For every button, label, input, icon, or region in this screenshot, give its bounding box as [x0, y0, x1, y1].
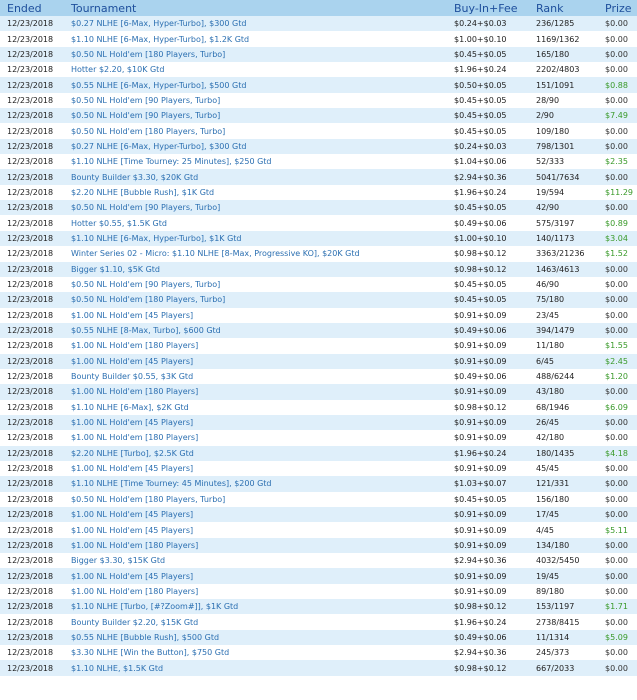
- cell-buyin: $0.98+$0.12: [447, 660, 529, 675]
- cell-rank: 6/45: [529, 354, 598, 369]
- cell-tournament-link[interactable]: $2.20 NLHE [Bubble Rush], $1K Gtd: [64, 185, 447, 200]
- table-row: [0, 231, 637, 246]
- cell-buyin: $0.91+$0.09: [447, 568, 529, 583]
- cell-rank: 236/1285: [529, 16, 598, 31]
- cell-buyin: $2.94+$0.36: [447, 553, 529, 568]
- cell-buyin: $2.94+$0.36: [447, 169, 529, 184]
- table-row: [0, 31, 637, 46]
- cell-buyin: $1.96+$0.24: [447, 62, 529, 77]
- cell-rank: 151/1091: [529, 77, 598, 92]
- cell-tournament-link[interactable]: $1.00 NL Hold'em [180 Players]: [64, 430, 447, 445]
- cell-tournament-link[interactable]: $1.10 NLHE [6-Max], $2K Gtd: [64, 400, 447, 415]
- cell-prize: $0.00: [598, 538, 637, 553]
- cell-tournament-link[interactable]: $0.50 NL Hold'em [90 Players, Turbo]: [64, 108, 447, 123]
- cell-buyin: $0.91+$0.09: [447, 507, 529, 522]
- cell-rank: 1169/1362: [529, 31, 598, 46]
- table-body: [0, 16, 637, 676]
- cell-tournament-link[interactable]: $1.00 NL Hold'em [180 Players]: [64, 584, 447, 599]
- table-row: [0, 200, 637, 215]
- cell-ended: 12/23/2018: [0, 185, 64, 200]
- table-row: [0, 354, 637, 369]
- cell-tournament-link[interactable]: $0.55 NLHE [8-Max, Turbo], $600 Gtd: [64, 323, 447, 338]
- cell-rank: 23/45: [529, 308, 598, 323]
- cell-prize: $0.00: [598, 384, 637, 399]
- cell-tournament-link[interactable]: $0.55 NLHE [Bubble Rush], $500 Gtd: [64, 630, 447, 645]
- cell-prize: $0.00: [598, 123, 637, 138]
- cell-buyin: $0.50+$0.05: [447, 77, 529, 92]
- table-row: [0, 660, 637, 675]
- cell-buyin: $0.45+$0.05: [447, 93, 529, 108]
- cell-ended: 12/23/2018: [0, 62, 64, 77]
- cell-ended: 12/23/2018: [0, 400, 64, 415]
- cell-buyin: $0.45+$0.05: [447, 492, 529, 507]
- table-row: [0, 62, 637, 77]
- table-row: [0, 369, 637, 384]
- cell-ended: 12/23/2018: [0, 139, 64, 154]
- cell-prize: $6.09: [598, 400, 637, 415]
- cell-tournament-link[interactable]: $0.50 NL Hold'em [90 Players, Turbo]: [64, 200, 447, 215]
- cell-ended: 12/23/2018: [0, 262, 64, 277]
- cell-buyin: $0.24+$0.03: [447, 139, 529, 154]
- cell-prize: $0.00: [598, 568, 637, 583]
- cell-tournament-link[interactable]: $1.00 NL Hold'em [45 Players]: [64, 415, 447, 430]
- cell-buyin: $0.91+$0.09: [447, 338, 529, 353]
- cell-tournament-link[interactable]: $0.50 NL Hold'em [90 Players, Turbo]: [64, 93, 447, 108]
- table-row: [0, 292, 637, 307]
- cell-rank: 2738/8415: [529, 614, 598, 629]
- cell-ended: 12/23/2018: [0, 308, 64, 323]
- cell-prize: $5.11: [598, 522, 637, 537]
- table-row: [0, 492, 637, 507]
- cell-buyin: $1.96+$0.24: [447, 614, 529, 629]
- cell-rank: 19/45: [529, 568, 598, 583]
- cell-ended: 12/23/2018: [0, 354, 64, 369]
- cell-tournament-link[interactable]: Winter Series 02 - Micro: $1.10 NLHE [8-Max, Progressive KO], $20K Gtd: [64, 246, 447, 261]
- cell-tournament-link[interactable]: $1.10 NLHE [Time Tourney: 45 Minutes], $200 Gtd: [64, 476, 447, 491]
- cell-prize: $1.20: [598, 369, 637, 384]
- cell-prize: $0.00: [598, 645, 637, 660]
- table-header-row: [0, 0, 637, 16]
- cell-buyin: $1.96+$0.24: [447, 446, 529, 461]
- cell-prize: $0.00: [598, 430, 637, 445]
- cell-buyin: $0.49+$0.06: [447, 215, 529, 230]
- cell-ended: 12/23/2018: [0, 169, 64, 184]
- cell-rank: 5041/7634: [529, 169, 598, 184]
- table-row: [0, 123, 637, 138]
- cell-rank: 3363/21236: [529, 246, 598, 261]
- cell-rank: 575/3197: [529, 215, 598, 230]
- cell-rank: 4/45: [529, 522, 598, 537]
- table-row: [0, 47, 637, 62]
- cell-prize: $1.55: [598, 338, 637, 353]
- table-row: [0, 430, 637, 445]
- cell-prize: $2.35: [598, 154, 637, 169]
- cell-buyin: $1.00+$0.10: [447, 31, 529, 46]
- cell-tournament-link[interactable]: $1.00 NL Hold'em [45 Players]: [64, 522, 447, 537]
- cell-rank: 11/1314: [529, 630, 598, 645]
- cell-ended: 12/23/2018: [0, 277, 64, 292]
- table-row: [0, 308, 637, 323]
- cell-buyin: $0.91+$0.09: [447, 430, 529, 445]
- table-row: [0, 400, 637, 415]
- cell-rank: 2/90: [529, 108, 598, 123]
- cell-tournament-link[interactable]: $0.55 NLHE [6-Max, Hyper-Turbo], $500 Gtd: [64, 77, 447, 92]
- cell-tournament-link[interactable]: $1.00 NL Hold'em [45 Players]: [64, 354, 447, 369]
- cell-tournament-link[interactable]: $0.50 NL Hold'em [180 Players, Turbo]: [64, 492, 447, 507]
- cell-prize: $0.00: [598, 308, 637, 323]
- table-row: [0, 93, 637, 108]
- table-row: [0, 246, 637, 261]
- cell-buyin: $1.96+$0.24: [447, 185, 529, 200]
- cell-tournament-link[interactable]: $0.50 NL Hold'em [180 Players, Turbo]: [64, 292, 447, 307]
- cell-prize: $0.88: [598, 77, 637, 92]
- table-row: [0, 215, 637, 230]
- table-row: [0, 77, 637, 92]
- table-row: [0, 584, 637, 599]
- cell-ended: 12/23/2018: [0, 568, 64, 583]
- table-row: [0, 630, 637, 645]
- cell-rank: 89/180: [529, 584, 598, 599]
- cell-prize: $0.00: [598, 169, 637, 184]
- cell-buyin: $0.45+$0.05: [447, 108, 529, 123]
- cell-prize: $0.00: [598, 47, 637, 62]
- cell-tournament-link[interactable]: $0.27 NLHE [6-Max, Hyper-Turbo], $300 Gtd: [64, 139, 447, 154]
- cell-prize: $0.00: [598, 476, 637, 491]
- cell-prize: $0.00: [598, 660, 637, 675]
- cell-ended: 12/23/2018: [0, 492, 64, 507]
- cell-rank: 798/1301: [529, 139, 598, 154]
- table-row: [0, 323, 637, 338]
- cell-rank: 245/373: [529, 645, 598, 660]
- table-row: [0, 507, 637, 522]
- cell-tournament-link[interactable]: $0.50 NL Hold'em [180 Players, Turbo]: [64, 123, 447, 138]
- cell-prize: $0.00: [598, 584, 637, 599]
- cell-ended: 12/23/2018: [0, 215, 64, 230]
- cell-rank: 46/90: [529, 277, 598, 292]
- cell-rank: 4032/5450: [529, 553, 598, 568]
- cell-ended: 12/23/2018: [0, 645, 64, 660]
- cell-ended: 12/23/2018: [0, 47, 64, 62]
- cell-buyin: $0.91+$0.09: [447, 415, 529, 430]
- cell-prize: $0.00: [598, 139, 637, 154]
- cell-buyin: $1.00+$0.10: [447, 231, 529, 246]
- table-row: [0, 384, 637, 399]
- cell-buyin: $0.45+$0.05: [447, 47, 529, 62]
- cell-buyin: $0.45+$0.05: [447, 277, 529, 292]
- cell-ended: 12/23/2018: [0, 369, 64, 384]
- cell-tournament-link[interactable]: Bigger $3.30, $15K Gtd: [64, 553, 447, 568]
- cell-rank: 180/1435: [529, 446, 598, 461]
- cell-ended: 12/23/2018: [0, 553, 64, 568]
- cell-prize: $1.71: [598, 599, 637, 614]
- table-row: [0, 154, 637, 169]
- cell-buyin: $0.91+$0.09: [447, 384, 529, 399]
- header-ended[interactable]: Ended: [0, 0, 64, 16]
- table-row: [0, 599, 637, 614]
- table-row: [0, 461, 637, 476]
- cell-tournament-link[interactable]: $3.30 NLHE [Win the Button], $750 Gtd: [64, 645, 447, 660]
- cell-buyin: $1.03+$0.07: [447, 476, 529, 491]
- table-row: [0, 169, 637, 184]
- cell-ended: 12/23/2018: [0, 614, 64, 629]
- cell-tournament-link[interactable]: $1.10 NLHE, $1.5K Gtd: [64, 660, 447, 675]
- cell-tournament-link[interactable]: $2.20 NLHE [Turbo], $2.5K Gtd: [64, 446, 447, 461]
- table-row: [0, 415, 637, 430]
- cell-tournament-link[interactable]: $1.10 NLHE [Turbo, [#?Zoom#]], $1K Gtd: [64, 599, 447, 614]
- cell-prize: $0.00: [598, 492, 637, 507]
- cell-ended: 12/23/2018: [0, 461, 64, 476]
- table-row: [0, 645, 637, 660]
- cell-ended: 12/23/2018: [0, 231, 64, 246]
- cell-rank: 42/180: [529, 430, 598, 445]
- cell-rank: 2202/4803: [529, 62, 598, 77]
- cell-ended: 12/23/2018: [0, 323, 64, 338]
- cell-prize: $7.49: [598, 108, 637, 123]
- cell-tournament-link[interactable]: $0.50 NL Hold'em [180 Players, Turbo]: [64, 47, 447, 62]
- cell-tournament-link[interactable]: $1.10 NLHE [6-Max, Hyper-Turbo], $1K Gtd: [64, 231, 447, 246]
- cell-rank: 52/333: [529, 154, 598, 169]
- cell-tournament-link[interactable]: $1.10 NLHE [6-Max, Hyper-Turbo], $1.2K Gtd: [64, 31, 447, 46]
- cell-rank: 488/6244: [529, 369, 598, 384]
- cell-buyin: $2.94+$0.36: [447, 645, 529, 660]
- cell-buyin: $0.45+$0.05: [447, 200, 529, 215]
- cell-prize: $4.18: [598, 446, 637, 461]
- cell-tournament-link[interactable]: $1.00 NL Hold'em [45 Players]: [64, 308, 447, 323]
- cell-ended: 12/23/2018: [0, 108, 64, 123]
- cell-buyin: $0.49+$0.06: [447, 369, 529, 384]
- cell-ended: 12/23/2018: [0, 292, 64, 307]
- cell-rank: 109/180: [529, 123, 598, 138]
- cell-buyin: $0.24+$0.03: [447, 16, 529, 31]
- cell-rank: 19/594: [529, 185, 598, 200]
- cell-tournament-link[interactable]: Hotter $0.55, $1.5K Gtd: [64, 215, 447, 230]
- cell-buyin: $0.91+$0.09: [447, 354, 529, 369]
- header-tournament[interactable]: Tournament: [64, 0, 447, 16]
- cell-rank: 121/331: [529, 476, 598, 491]
- cell-buyin: $0.49+$0.06: [447, 630, 529, 645]
- cell-tournament-link[interactable]: Bounty Builder $2.20, $15K Gtd: [64, 614, 447, 629]
- cell-rank: 26/45: [529, 415, 598, 430]
- cell-rank: 75/180: [529, 292, 598, 307]
- cell-buyin: $0.49+$0.06: [447, 323, 529, 338]
- cell-ended: 12/23/2018: [0, 507, 64, 522]
- table-row: [0, 568, 637, 583]
- cell-prize: $0.00: [598, 93, 637, 108]
- cell-prize: $0.00: [598, 277, 637, 292]
- table-row: [0, 476, 637, 491]
- cell-prize: $0.00: [598, 200, 637, 215]
- cell-prize: $0.89: [598, 215, 637, 230]
- cell-buyin: $0.91+$0.09: [447, 522, 529, 537]
- cell-buyin: $0.45+$0.05: [447, 123, 529, 138]
- table-row: [0, 614, 637, 629]
- header-rank[interactable]: Rank: [529, 0, 598, 16]
- cell-buyin: $0.91+$0.09: [447, 461, 529, 476]
- cell-rank: 153/1197: [529, 599, 598, 614]
- cell-ended: 12/23/2018: [0, 630, 64, 645]
- cell-rank: 134/180: [529, 538, 598, 553]
- table-row: [0, 185, 637, 200]
- cell-buyin: $0.98+$0.12: [447, 599, 529, 614]
- cell-rank: 28/90: [529, 93, 598, 108]
- cell-prize: $0.00: [598, 323, 637, 338]
- cell-tournament-link[interactable]: Hotter $2.20, $10K Gtd: [64, 62, 447, 77]
- table-row: [0, 446, 637, 461]
- cell-buyin: $0.91+$0.09: [447, 538, 529, 553]
- cell-ended: 12/23/2018: [0, 415, 64, 430]
- table-row: [0, 522, 637, 537]
- table-row: [0, 277, 637, 292]
- cell-prize: $1.52: [598, 246, 637, 261]
- cell-tournament-link[interactable]: $0.50 NL Hold'em [90 Players, Turbo]: [64, 277, 447, 292]
- cell-tournament-link[interactable]: $1.00 NL Hold'em [45 Players]: [64, 461, 447, 476]
- cell-buyin: $1.04+$0.06: [447, 154, 529, 169]
- cell-rank: 11/180: [529, 338, 598, 353]
- cell-prize: $11.29: [598, 185, 637, 200]
- cell-rank: 1463/4613: [529, 262, 598, 277]
- cell-ended: 12/23/2018: [0, 476, 64, 491]
- cell-rank: 68/1946: [529, 400, 598, 415]
- cell-prize: $0.00: [598, 507, 637, 522]
- cell-ended: 12/23/2018: [0, 584, 64, 599]
- cell-prize: $0.00: [598, 415, 637, 430]
- cell-ended: 12/23/2018: [0, 77, 64, 92]
- cell-buyin: $0.91+$0.09: [447, 584, 529, 599]
- cell-rank: 140/1173: [529, 231, 598, 246]
- cell-prize: $0.00: [598, 16, 637, 31]
- cell-ended: 12/23/2018: [0, 446, 64, 461]
- cell-rank: 165/180: [529, 47, 598, 62]
- cell-tournament-link[interactable]: $1.00 NL Hold'em [180 Players]: [64, 338, 447, 353]
- cell-tournament-link[interactable]: Bounty Builder $3.30, $20K Gtd: [64, 169, 447, 184]
- table-row: [0, 108, 637, 123]
- cell-tournament-link[interactable]: Bounty Builder $0.55, $3K Gtd: [64, 369, 447, 384]
- cell-tournament-link[interactable]: $1.10 NLHE [Time Tourney: 25 Minutes], $250 Gtd: [64, 154, 447, 169]
- cell-buyin: $0.91+$0.09: [447, 308, 529, 323]
- table-row: [0, 262, 637, 277]
- cell-tournament-link[interactable]: Bigger $1.10, $5K Gtd: [64, 262, 447, 277]
- cell-buyin: $0.98+$0.12: [447, 246, 529, 261]
- cell-prize: $5.09: [598, 630, 637, 645]
- table-row: [0, 16, 637, 31]
- cell-ended: 12/23/2018: [0, 31, 64, 46]
- cell-buyin: $0.45+$0.05: [447, 292, 529, 307]
- cell-rank: 42/90: [529, 200, 598, 215]
- cell-tournament-link[interactable]: $1.00 NL Hold'em [45 Players]: [64, 568, 447, 583]
- cell-ended: 12/23/2018: [0, 16, 64, 31]
- cell-tournament-link[interactable]: $0.27 NLHE [6-Max, Hyper-Turbo], $300 Gtd: [64, 16, 447, 31]
- cell-tournament-link[interactable]: $1.00 NL Hold'em [180 Players]: [64, 384, 447, 399]
- table-row: [0, 139, 637, 154]
- cell-ended: 12/23/2018: [0, 200, 64, 215]
- cell-rank: 394/1479: [529, 323, 598, 338]
- cell-ended: 12/23/2018: [0, 93, 64, 108]
- cell-buyin: $0.98+$0.12: [447, 262, 529, 277]
- header-buyin[interactable]: Buy-In+Fee: [447, 0, 529, 16]
- cell-rank: 43/180: [529, 384, 598, 399]
- cell-prize: $0.00: [598, 553, 637, 568]
- cell-rank: 667/2033: [529, 660, 598, 675]
- table-row: [0, 338, 637, 353]
- cell-prize: $0.00: [598, 461, 637, 476]
- cell-ended: 12/23/2018: [0, 338, 64, 353]
- cell-rank: 17/45: [529, 507, 598, 522]
- cell-ended: 12/23/2018: [0, 522, 64, 537]
- cell-prize: $0.00: [598, 31, 637, 46]
- cell-ended: 12/23/2018: [0, 599, 64, 614]
- cell-ended: 12/23/2018: [0, 384, 64, 399]
- cell-tournament-link[interactable]: $1.00 NL Hold'em [180 Players]: [64, 538, 447, 553]
- cell-ended: 12/23/2018: [0, 154, 64, 169]
- cell-ended: 12/23/2018: [0, 123, 64, 138]
- cell-ended: 12/23/2018: [0, 538, 64, 553]
- cell-prize: $0.00: [598, 62, 637, 77]
- cell-prize: $3.04: [598, 231, 637, 246]
- cell-prize: $0.00: [598, 292, 637, 307]
- header-prize[interactable]: Prize: [598, 0, 637, 16]
- cell-rank: 45/45: [529, 461, 598, 476]
- cell-ended: 12/23/2018: [0, 246, 64, 261]
- cell-ended: 12/23/2018: [0, 660, 64, 675]
- cell-prize: $0.00: [598, 262, 637, 277]
- cell-buyin: $0.98+$0.12: [447, 400, 529, 415]
- cell-tournament-link[interactable]: $1.00 NL Hold'em [45 Players]: [64, 507, 447, 522]
- cell-ended: 12/23/2018: [0, 430, 64, 445]
- cell-prize: $2.45: [598, 354, 637, 369]
- cell-prize: $0.00: [598, 614, 637, 629]
- table-row: [0, 553, 637, 568]
- cell-rank: 156/180: [529, 492, 598, 507]
- table-row: [0, 538, 637, 553]
